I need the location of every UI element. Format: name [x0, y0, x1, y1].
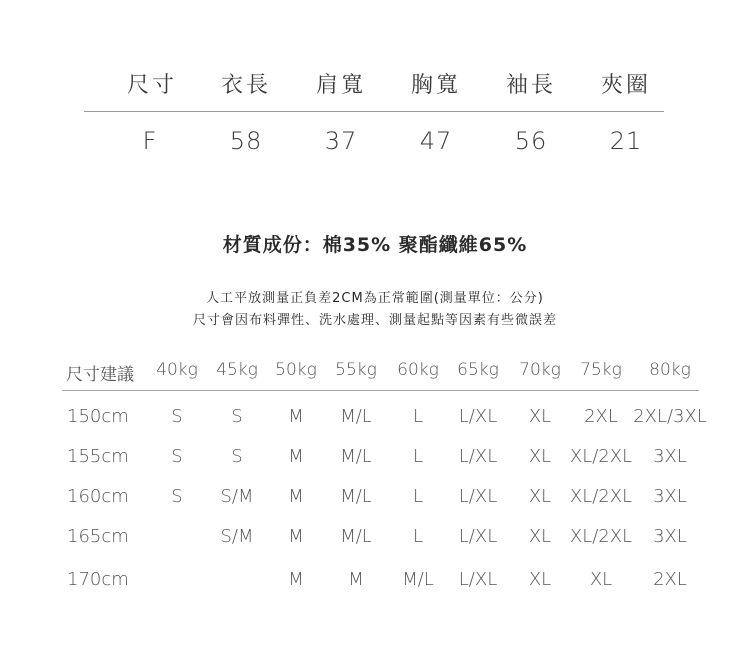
value-sleeve: 56	[514, 127, 548, 155]
size-cell: 3XL	[653, 526, 687, 547]
header-shoulder: 肩寬	[315, 73, 367, 98]
weight-header: 40kg	[156, 360, 198, 380]
header-armhole: 夾圈	[600, 73, 652, 98]
size-cell: L/XL	[458, 486, 498, 507]
value-length: 58	[229, 127, 263, 155]
height-label: 160cm	[67, 486, 129, 507]
size-cell: XL	[528, 446, 552, 467]
material-composition: 材質成份：棉35% 聚酯纖維65%	[222, 234, 528, 256]
size-cell: M/L	[340, 526, 372, 547]
table-divider	[84, 111, 664, 112]
size-cell: M/L	[402, 569, 434, 590]
size-cell: XL/2XL	[569, 526, 633, 547]
weight-header: 60kg	[397, 360, 439, 380]
size-cell: S/M	[220, 486, 254, 507]
size-cell: XL	[528, 569, 552, 590]
size-cell: S	[171, 406, 183, 427]
size-cell: M	[288, 406, 304, 427]
weight-header: 70kg	[519, 360, 561, 380]
header-sleeve: 袖長	[505, 73, 557, 98]
size-cell: S	[171, 486, 183, 507]
header-chest: 胸寬	[410, 73, 462, 98]
header-length: 衣長	[220, 73, 272, 98]
measurement-note: 人工平放測量正負差2CM為正常範圍(測量單位：公分)	[206, 291, 544, 306]
size-cell: 2XL/3XL	[633, 406, 707, 427]
size-cell: M	[288, 486, 304, 507]
value-size: F	[142, 127, 158, 155]
height-label: 170cm	[67, 569, 129, 590]
size-cell: S	[231, 446, 243, 467]
size-cell: M/L	[340, 446, 372, 467]
size-cell: L/XL	[458, 569, 498, 590]
height-label: 150cm	[67, 406, 129, 427]
size-cell: L	[412, 406, 424, 427]
size-cell: XL	[589, 569, 613, 590]
value-chest: 47	[419, 127, 453, 155]
size-cell: 2XL	[653, 569, 687, 590]
size-cell: 3XL	[653, 446, 687, 467]
size-cell: M/L	[340, 486, 372, 507]
size-cell: XL	[528, 526, 552, 547]
weight-header: 80kg	[649, 360, 691, 380]
size-cell: M	[348, 569, 364, 590]
size-cell: M	[288, 526, 304, 547]
weight-header: 65kg	[457, 360, 499, 380]
size-cell: S/M	[220, 526, 254, 547]
size-cell: M/L	[340, 406, 372, 427]
weight-header: 55kg	[335, 360, 377, 380]
value-armhole: 21	[609, 127, 643, 155]
size-cell: XL	[528, 406, 552, 427]
value-shoulder: 37	[324, 127, 358, 155]
size-cell: M	[288, 446, 304, 467]
size-cell: L/XL	[458, 446, 498, 467]
weight-header: 50kg	[275, 360, 317, 380]
size-guide-header: 尺寸建議	[66, 365, 134, 385]
height-label: 165cm	[67, 526, 129, 547]
size-cell: S	[171, 446, 183, 467]
size-cell: S	[231, 406, 243, 427]
size-cell: XL/2XL	[569, 446, 633, 467]
size-cell: L	[412, 446, 424, 467]
size-cell: 3XL	[653, 486, 687, 507]
size-cell: XL/2XL	[569, 486, 633, 507]
header-size: 尺寸	[126, 73, 178, 98]
height-label: 155cm	[67, 446, 129, 467]
size-cell: L/XL	[458, 406, 498, 427]
weight-header: 75kg	[580, 360, 622, 380]
tolerance-note: 尺寸會因布料彈性、洗水處理、測量起點等因素有些微誤差	[192, 313, 557, 328]
size-cell: L	[412, 526, 424, 547]
size-guide-divider	[62, 390, 699, 391]
size-cell: M	[288, 569, 304, 590]
size-cell: 2XL	[584, 406, 618, 427]
size-cell: XL	[528, 486, 552, 507]
size-cell: L/XL	[458, 526, 498, 547]
size-cell: L	[412, 486, 424, 507]
weight-header: 45kg	[216, 360, 258, 380]
